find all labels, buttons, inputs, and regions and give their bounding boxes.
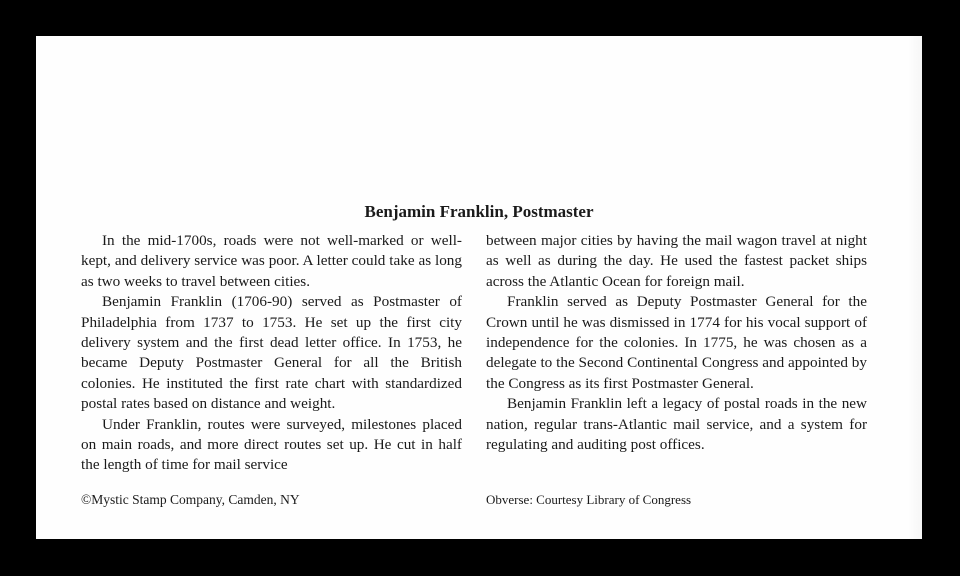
paragraph-routes-continued: between major cities by having the mail wagon travel at night as well as during the day. He used the fastest packet ships across the Atlantic Ocean for foreign mail. [486,232,867,290]
paragraph-deputy-postmaster: Franklin served as Deputy Postmaster General for the Crown until he was dismissed in 1774 for his vocal support of independence for the colonies. In 1775, he was chosen as a delegate to the Second Continental Congress and appointed by the Congress as its first Postmaster General. [486,293,867,392]
cover-card [36,36,922,539]
left-column [81,231,462,476]
right-column [486,231,867,455]
paragraph-roads: In the mid-1700s, roads were not well-marked or well-kept, and delivery service was poor. A letter could take as long as two weeks to travel between cities. [81,232,462,290]
copyright-text: ©Mystic Stamp Company, Camden, NY [81,492,300,507]
paragraph-postmaster-philadelphia: Benjamin Franklin (1706-90) served as Postmaster of Philadelphia from 1737 to 1753. He set up the first city delivery system and the first dead letter office. In 1753, he became Deputy Postmaster General for all the British colonies. He instituted the first rate chart with standardized postal rates based on distance and weight. [81,293,462,413]
paragraph-routes: Under Franklin, routes were surveyed, milestones placed on main roads, and more direct routes set up. He cut in half the length of time for mail service [81,415,462,474]
document-title: Benjamin Franklin, Postmaster [364,202,594,221]
image-credit-text: Obverse: Courtesy Library of Congress [486,492,692,507]
paragraph-legacy: Benjamin Franklin left a legacy of postal roads in the new nation, regular trans-Atlantic mail service, and a system for regulating and auditing post offices. [486,395,867,454]
card-edge-shade [908,36,922,539]
